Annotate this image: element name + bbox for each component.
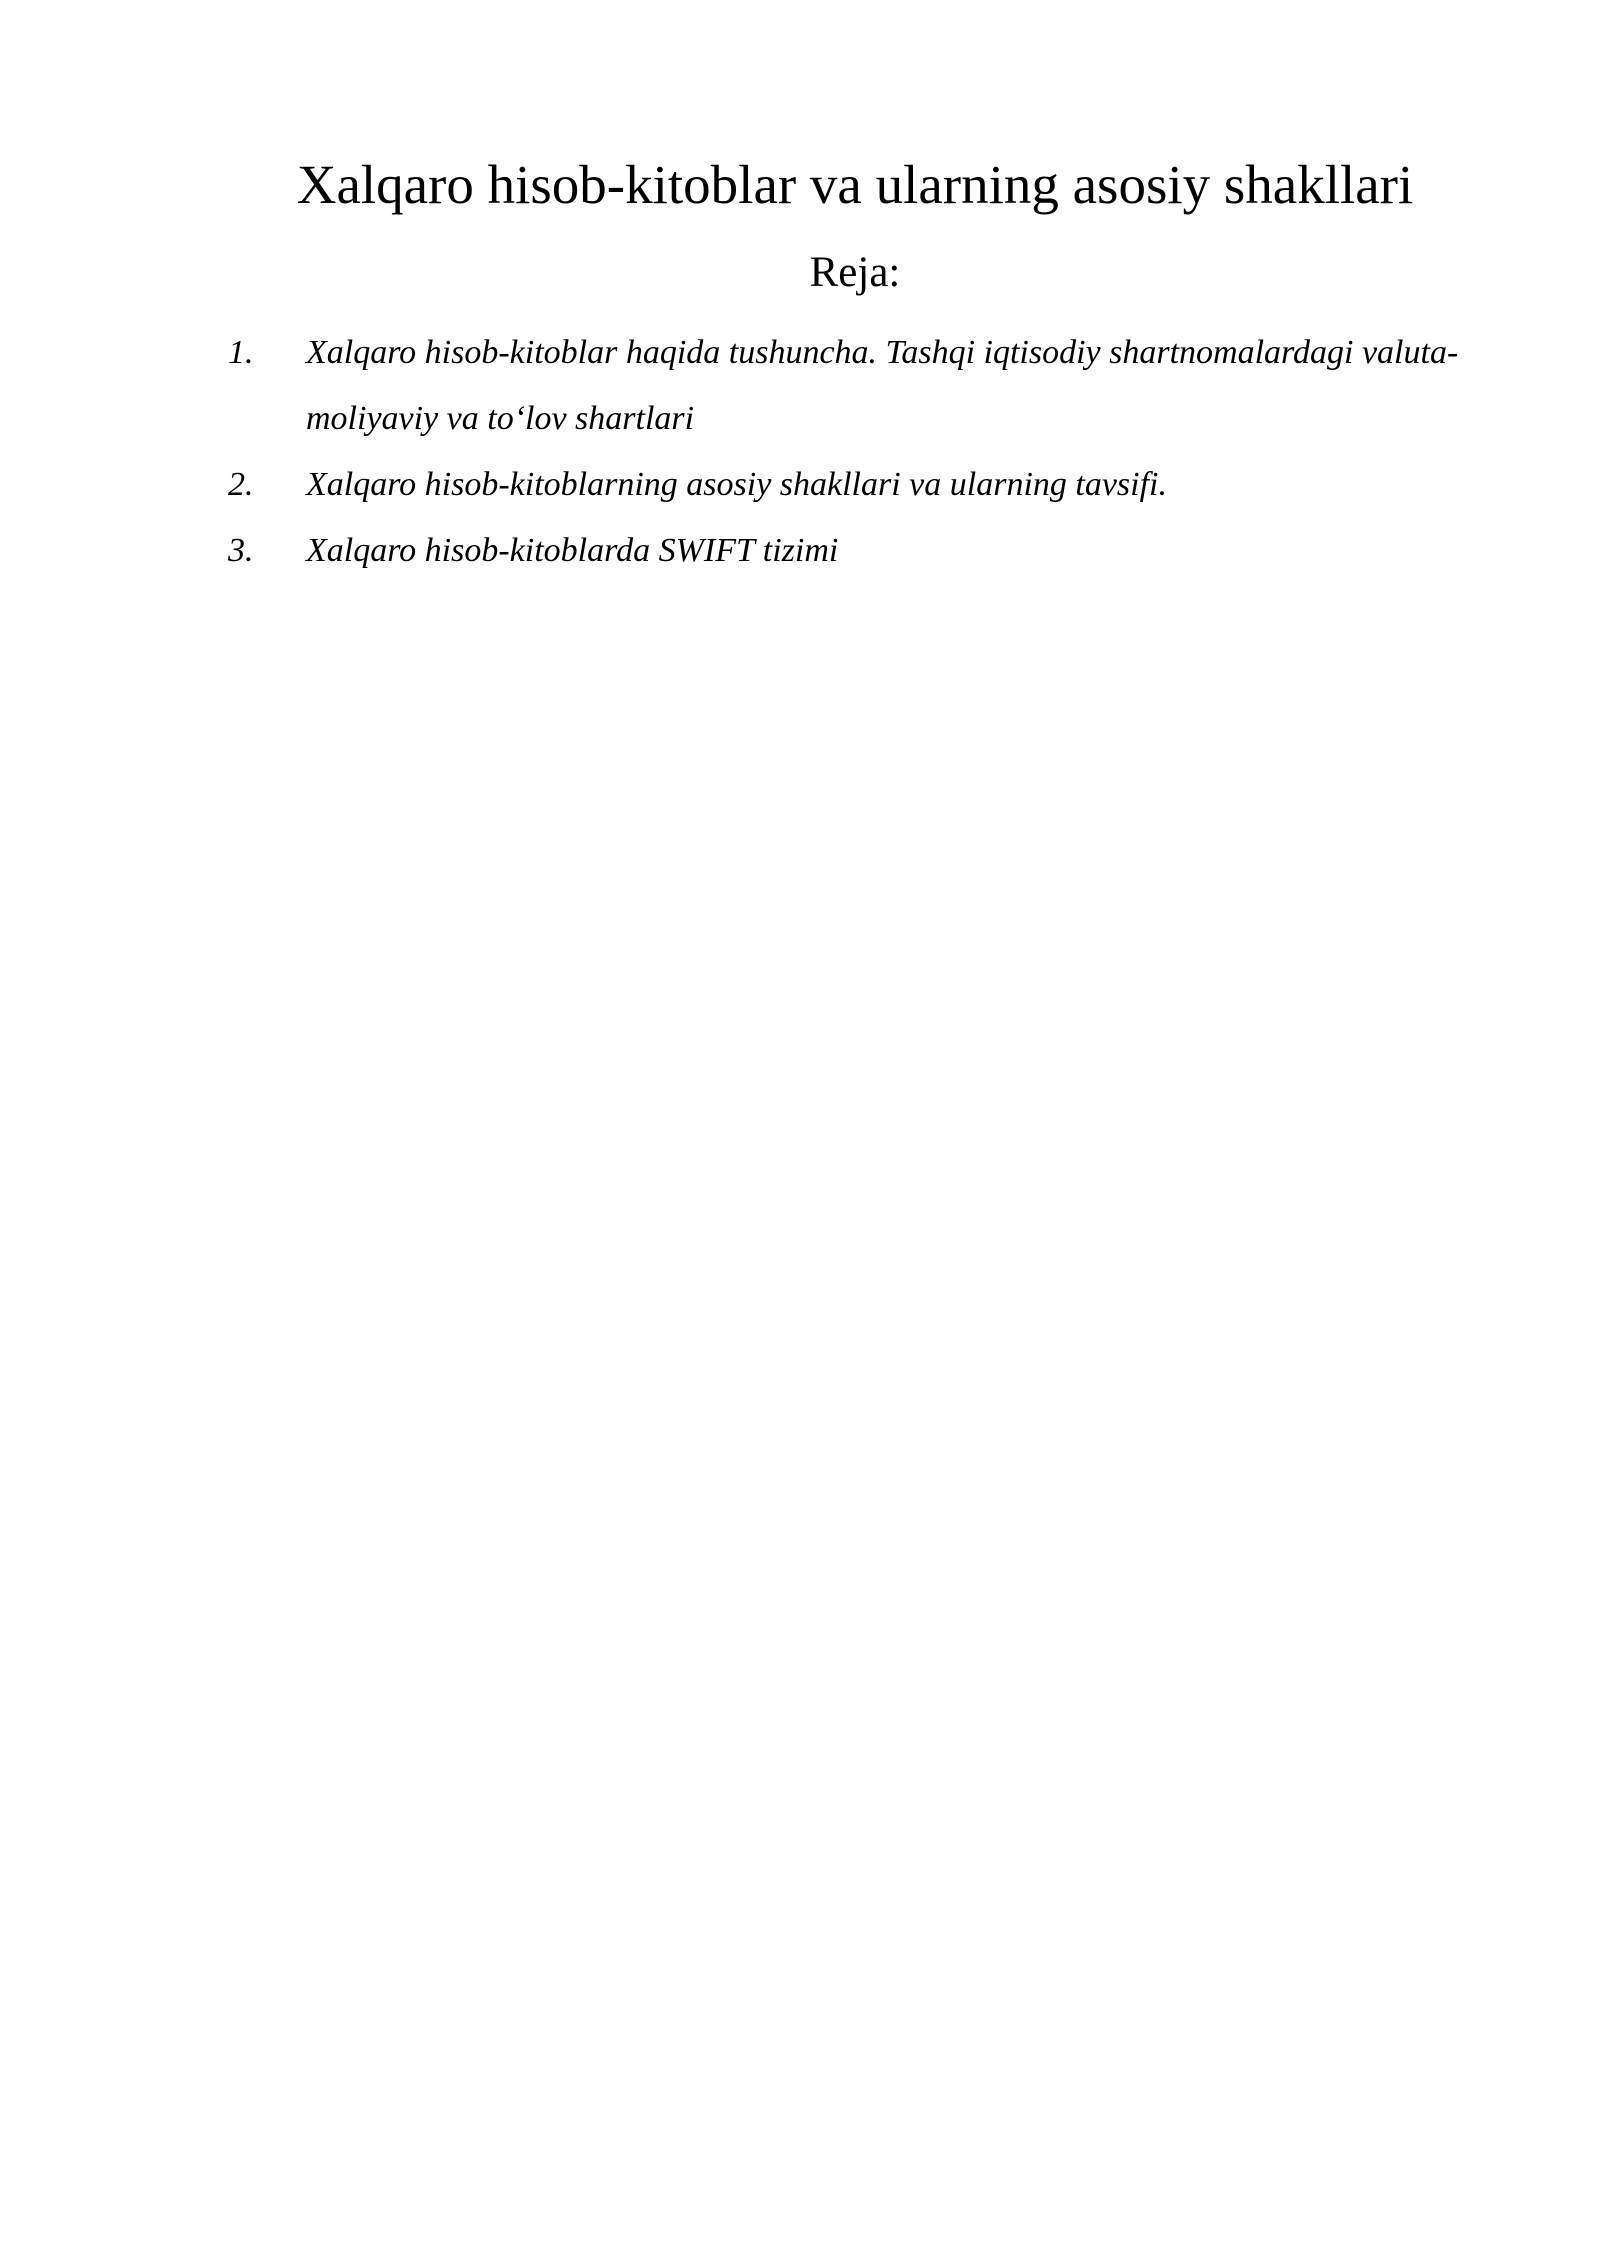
- plan-item-text: Xalqaro hisob-kitoblar haqida tushuncha. Tashqi iqtisodiy shartnomalardagi valuta-moliyaviy va to‘lov shartlari: [306, 334, 1459, 437]
- plan-item-number: 1.: [228, 334, 254, 371]
- plan-item-text: Xalqaro hisob-kitoblarning asosiy shakllari va ularning tavsifi.: [306, 466, 1168, 503]
- document-title: Xalqaro hisob-kitoblar va ularning asosiy shakllari: [296, 154, 1414, 215]
- plan-item-3: [228, 518, 1488, 584]
- plan-item-text: Xalqaro hisob-kitoblarda SWIFT tizimi: [306, 532, 839, 569]
- plan-item-1: [228, 320, 1488, 452]
- plan-heading: Reja:: [809, 249, 901, 296]
- plan-item-2: [228, 452, 1488, 518]
- plan-item-number: 3.: [228, 532, 254, 569]
- plan-item-number: 2.: [228, 466, 254, 503]
- plan-list: [228, 320, 1488, 584]
